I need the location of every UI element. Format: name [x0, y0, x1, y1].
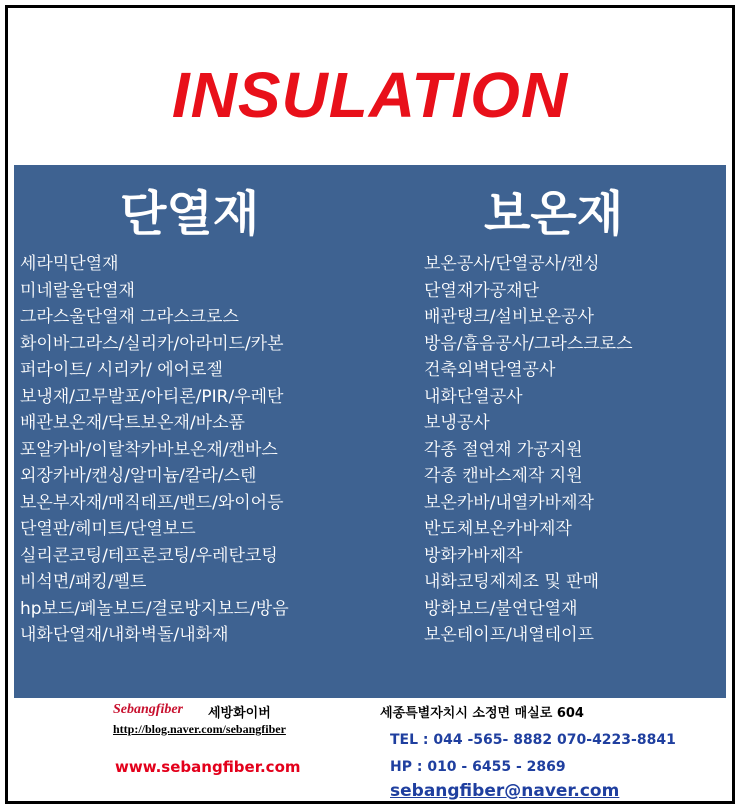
service-item: 보온카바/내열카바제작 [424, 492, 594, 513]
service-list [424, 251, 633, 649]
material-item: 배관보온재/닥트보온재/바소품 [20, 413, 245, 433]
material-item: 퍼라이트/ 시리카/ 에어로젤 [20, 360, 223, 380]
material-item: 미네랄울단열재 [20, 280, 135, 301]
brand-name-korean: 세방화이버 [208, 706, 271, 721]
material-item: 그라스울단열재 그라스크로스 [20, 307, 239, 327]
material-item: 실리콘코팅/테프론코팅/우레탄코팅 [20, 545, 278, 566]
service-item: 배관탱크/설비보온공사 [424, 307, 594, 327]
left-heading: 단열재 [120, 186, 260, 242]
telephone: TEL : 044 -565- 8882 070-4223-8841 [390, 732, 676, 748]
service-item: 내화단열공사 [424, 386, 523, 407]
service-item: 반도체보온카바제작 [424, 519, 572, 539]
service-item: 방음/흡음공사/그라스크로스 [424, 333, 633, 354]
service-item: 방화보드/불연단열재 [424, 598, 578, 619]
footer [8, 696, 732, 801]
material-item: 포알카바/이탈착카바보온재/캔바스 [20, 439, 278, 460]
address: 세종특별자치시 소정면 매실로 604 [380, 706, 584, 721]
service-item: 단열재가공재단 [424, 280, 539, 301]
service-item: 각종 절연재 가공지원 [424, 439, 583, 460]
material-item: 세라믹단열재 [20, 254, 119, 274]
service-item: 방화카바제작 [424, 545, 523, 566]
material-item: 내화단열재/내화벽돌/내화재 [20, 625, 229, 645]
email-link[interactable]: sebangfiber@naver.com [390, 781, 620, 801]
service-item: 건축외벽단열공사 [424, 360, 556, 380]
material-item: 단열판/헤미트/단열보드 [20, 519, 196, 539]
material-item: 비석면/패킹/펠트 [20, 572, 147, 592]
material-item: 외장카바/캔싱/알미늄/칼라/스텐 [20, 466, 257, 486]
service-item: 각종 캔바스제작 지원 [424, 466, 583, 486]
brand-name: Sebangfiber [113, 702, 183, 717]
website-link[interactable]: www.sebangfiber.com [115, 758, 301, 776]
material-item: 화이바그라스/실리카/아라미드/카본 [20, 333, 284, 354]
service-item: 보온공사/단열공사/캔싱 [424, 254, 600, 274]
service-item: 내화코팅제제조 및 판매 [424, 572, 600, 592]
mobile-phone: HP : 010 - 6455 - 2869 [390, 759, 566, 775]
material-item: hp보드/페놀보드/결로방지보드/방음 [20, 598, 289, 619]
service-item: 보냉공사 [424, 413, 490, 433]
material-item: 보냉재/고무발포/아티론/PIR/우레탄 [20, 386, 284, 407]
flyer-frame [5, 5, 735, 804]
service-item: 보온테이프/내열테이프 [424, 625, 594, 645]
page-title: INSULATION [171, 59, 569, 131]
material-item: 보온부자재/매직테프/밴드/와이어등 [20, 492, 284, 513]
product-panel [14, 165, 726, 698]
blog-link[interactable]: http://blog.naver.com/sebangfiber [113, 722, 286, 736]
insulation-material-list [20, 251, 289, 649]
right-heading: 보온재 [484, 186, 624, 242]
